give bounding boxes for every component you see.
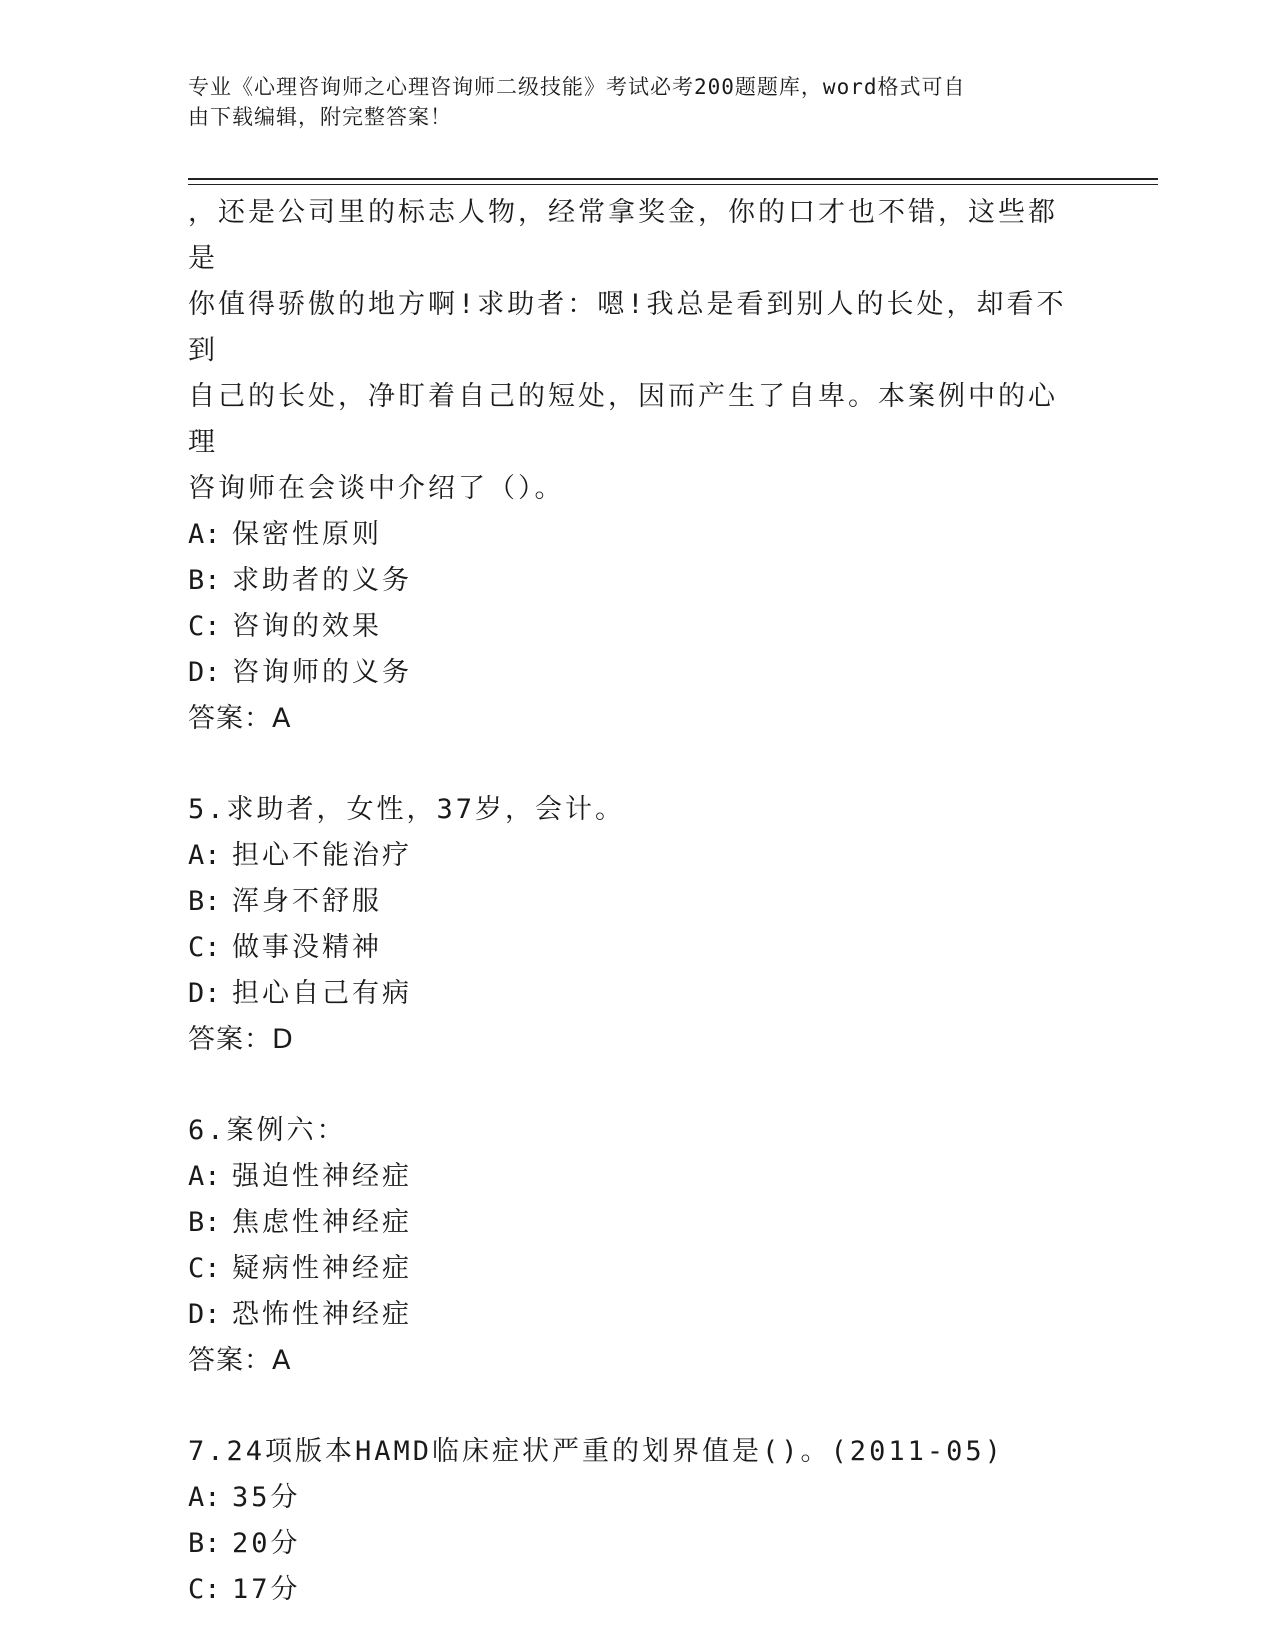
option-a [188, 833, 1068, 879]
option-b [188, 558, 1068, 604]
option-c [188, 925, 1068, 971]
option-label: C: [188, 1253, 221, 1284]
document-body [188, 190, 1068, 1613]
spacer [188, 1384, 1068, 1429]
option-label: C: [188, 611, 221, 642]
option-text: 求助者的义务 [232, 565, 412, 596]
option-label: B: [188, 1207, 221, 1238]
question-6 [188, 1108, 1068, 1384]
option-label: B: [188, 886, 221, 917]
option-d [188, 650, 1068, 696]
option-label: C: [188, 1574, 221, 1605]
question-text-line: 自己的长处，净盯着自己的短处，因而产生了自卑。本案例中的心理 [188, 381, 1058, 458]
option-text: 咨询师的义务 [232, 657, 412, 688]
spacer [188, 1063, 1068, 1108]
option-label: D: [188, 978, 221, 1009]
option-d [188, 1292, 1068, 1338]
option-label: D: [188, 1299, 221, 1330]
question-7 [188, 1429, 1068, 1613]
header-divider-thick [188, 178, 1158, 180]
answer-line: 答案：A [188, 1345, 292, 1376]
option-text: 浑身不舒服 [232, 886, 382, 917]
option-label: B: [188, 1528, 221, 1559]
option-b [188, 1521, 1068, 1567]
option-label: B: [188, 565, 221, 596]
answer-line: 答案：A [188, 703, 292, 734]
option-c [188, 1246, 1068, 1292]
option-a [188, 1475, 1068, 1521]
document-header [188, 72, 1068, 132]
question-stem: 5.求助者，女性，37岁，会计。 [188, 794, 626, 825]
question-stem: 7.24项版本HAMD临床症状严重的划界值是()。(2011-05) [188, 1436, 1004, 1467]
option-text: 担心自己有病 [232, 978, 412, 1009]
option-text: 恐怖性神经症 [232, 1299, 412, 1330]
question-5 [188, 787, 1068, 1063]
option-text: 强迫性神经症 [232, 1161, 412, 1192]
option-label: A: [188, 1161, 221, 1192]
header-line-2: 由下载编辑，附完整答案！ [188, 105, 452, 129]
option-text: 保密性原则 [232, 519, 382, 550]
question-4-continuation [188, 190, 1068, 742]
option-text: 疑病性神经症 [232, 1253, 412, 1284]
option-text: 担心不能治疗 [232, 840, 412, 871]
option-b [188, 1200, 1068, 1246]
option-label: A: [188, 519, 221, 550]
option-text: 做事没精神 [232, 932, 382, 963]
header-line-1: 专业《心理咨询师之心理咨询师二级技能》考试必考200题题库，word格式可自 [188, 75, 966, 99]
option-d [188, 971, 1068, 1017]
question-text-line: 咨询师在会谈中介绍了（）。 [188, 473, 565, 504]
option-label: D: [188, 657, 221, 688]
option-label: C: [188, 932, 221, 963]
option-label: A: [188, 1482, 221, 1513]
question-text-line: 你值得骄傲的地方啊!求助者：嗯!我总是看到别人的长处，却看不到 [188, 289, 1067, 366]
option-b [188, 879, 1068, 925]
option-text: 20分 [232, 1528, 301, 1559]
option-text: 17分 [232, 1574, 301, 1605]
option-a [188, 512, 1068, 558]
option-text: 咨询的效果 [232, 611, 382, 642]
option-a [188, 1154, 1068, 1200]
question-text-line: ，还是公司里的标志人物，经常拿奖金，你的口才也不错，这些都是 [188, 197, 1058, 274]
question-stem: 6.案例六： [188, 1115, 347, 1146]
option-c [188, 1567, 1068, 1613]
answer-line: 答案：D [188, 1024, 294, 1055]
option-text: 焦虑性神经症 [232, 1207, 412, 1238]
option-c [188, 604, 1068, 650]
spacer [188, 742, 1068, 787]
header-divider-thin [188, 184, 1158, 185]
option-text: 35分 [232, 1482, 301, 1513]
option-label: A: [188, 840, 221, 871]
